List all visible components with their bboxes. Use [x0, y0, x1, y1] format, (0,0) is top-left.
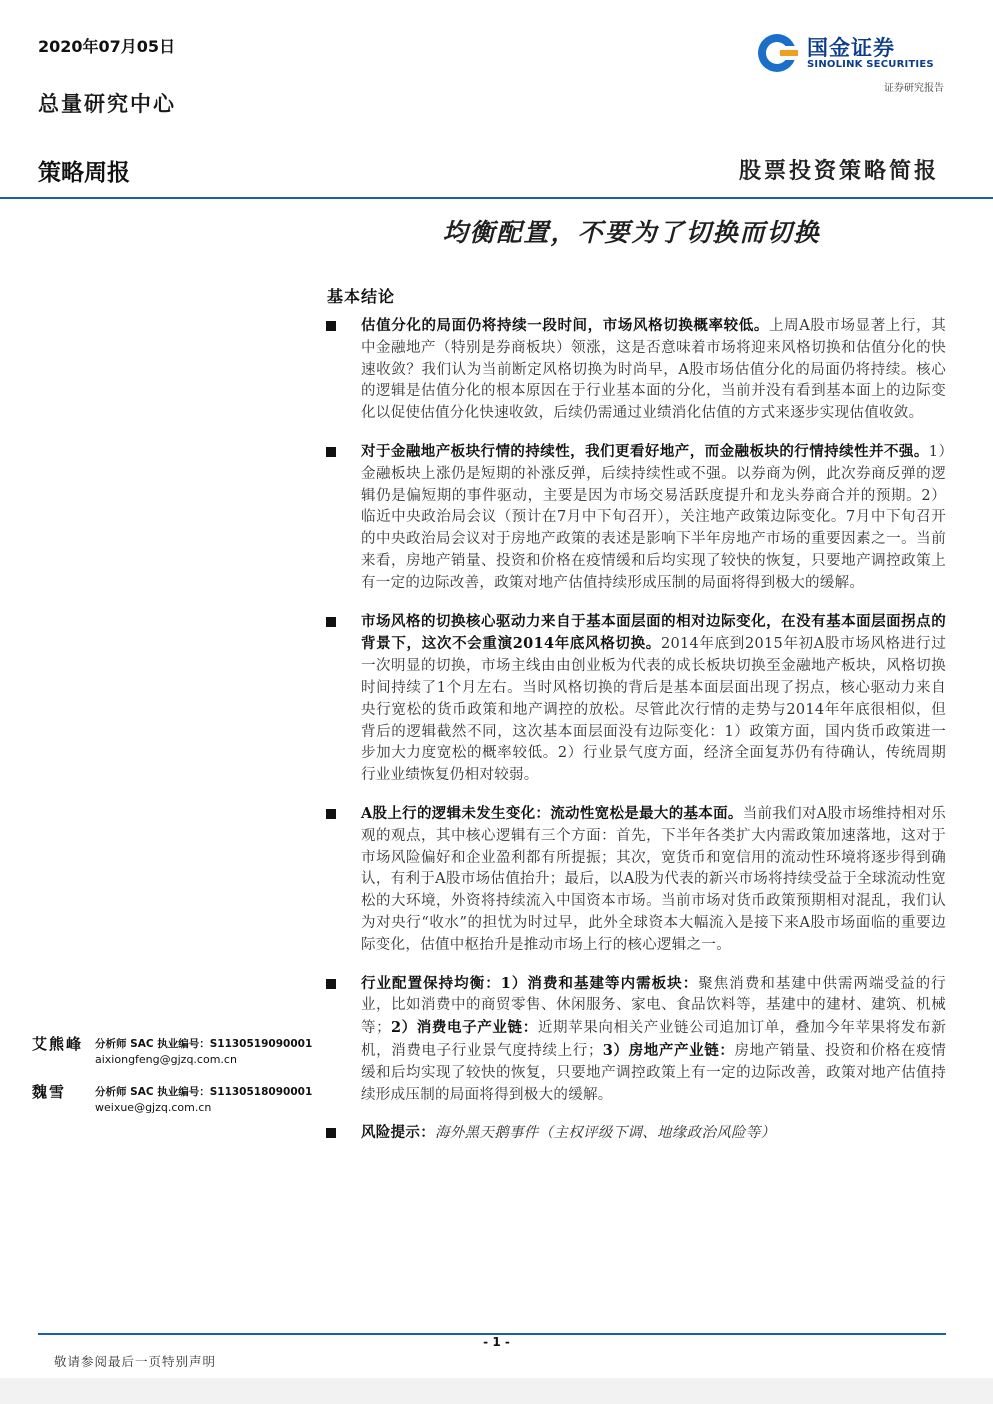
section-heading: 基本结论: [327, 287, 396, 306]
sinolink-logo-icon: [756, 32, 798, 74]
header-divider: [0, 197, 993, 199]
square-bullet-icon: [326, 809, 336, 819]
bottom-band: [0, 1378, 993, 1404]
square-bullet-icon: [326, 1128, 336, 1138]
point-body: 当前我们对A股市场维持相对乐观的观点，其中核心逻辑有三个方面：首先，下半年各类扩大内需政策加速落地，这对于市场风险偏好和企业盈利都有所提振；其次，宽货币和宽信用的流动性环境将逐步得到确认，有利于A股市场估值抬升；最后，以A股为代表的新兴市场将持续受益于全球流动性宽松的大环境，外资将持续流入中国资本市场。当前市场对货币政策预期相对混乱，我们认为对央行“收水”的担忧为时过早，此外全球资本大幅流入是接下来A股市场面临的重要边际变化，估值中枢抬升是推动市场上行的核心逻辑之一。: [361, 805, 946, 953]
company-logo: [756, 30, 946, 76]
analyst-sac-id: 分析师 SAC 执业编号：S1130519090001: [95, 1038, 313, 1050]
list-item: [326, 1122, 946, 1145]
square-bullet-icon: [326, 979, 336, 989]
point-body: 近期苹果向相关产业链公司追加订单，叠加今年苹果将发布新机，消费电子行业景气度持续上行；: [361, 1020, 946, 1059]
point-lead: 对于金融地产板块行情的持续性，我们更看好地产，而金融板块的行情持续性并不强。: [361, 442, 929, 460]
point-lead: 风险提示：: [361, 1124, 435, 1142]
report-type: 股票投资策略简报: [738, 158, 939, 184]
point-body: 1）金融板块上涨仍是短期的补涨反弹，后续持续性或不强。以券商为例，此次券商反弹的逻辑仍是偏短期的事件驱动，主要是因为市场交易活跃度提升和龙头券商合并的预期。2）临近中央政治局会议（预计在7月中下旬召开），关注地产政策边际变化。7月中下旬召开的中央政治局会议对于房地产政策的表述是影响下半年房地产市场的重要因素之一。当前来看，房地产销量、投资和价格在疫情缓和后均实现了较快的恢复，只要地产调控政策上有一定的边际改善，政策对地产估值持续形成压制的局面将得到极大的缓解。: [361, 443, 946, 591]
point-lead: 市场风格的切换核心驱动力来自于基本面层面的相对边际变化，在没有基本面层面拐点的背景下，这次不会重演2014年底风格切换。: [361, 612, 946, 653]
analyst-sac-id: 分析师 SAC 执业编号：S1130518090001: [95, 1086, 313, 1098]
analyst-info: [32, 1033, 313, 1073]
report-tag: 证券研究报告: [884, 83, 944, 94]
analyst-email[interactable]: aixiongfeng@gjzq.com.cn: [95, 1053, 237, 1066]
point-text: [361, 973, 946, 1107]
conclusion-list: [326, 315, 946, 1161]
square-bullet-icon: [326, 617, 336, 627]
point-subhead: 3）房地产产业链：: [602, 1041, 735, 1059]
square-bullet-icon: [326, 321, 336, 331]
report-date: 2020年07月05日: [38, 37, 176, 56]
point-body: 2014年底到2015年初A股市场风格进行过一次明显的切换，市场主线由由创业板为代表的成长板块切换至金融地产板块，风格切换时间持续了1个月左右。当时风格切换的背后是基本面层面出现了拐点，核心驱动力来自央行宽松的货币政策和地产调控的放松。尽管此次行情的走势与2014年年底很相似，但背后的逻辑截然不同，这次基本面层面没有边际变化：1）政策方面，国内货币政策进一步加大力度宽松的概率较低。2）行业景气度方面，经济全面复苏仍有待确认，传统周期行业业绩恢复仍相对较弱。: [361, 636, 947, 784]
point-body: 聚焦消费和基建中供需两端受益的行业，比如消费中的商贸零售、休闲服务、家电、食品饮料等，基建中的建材、建筑、机械等；: [361, 975, 946, 1037]
point-text: [361, 315, 946, 425]
point-text: [361, 1122, 946, 1145]
point-text: [361, 611, 946, 787]
page-number: - 1 -: [483, 1335, 510, 1349]
report-title: 均衡配置，不要为了切换而切换: [442, 218, 821, 247]
disclaimer-note: 敬请参阅最后一页特别声明: [54, 1354, 217, 1369]
list-item: [326, 315, 946, 425]
list-item: [326, 611, 946, 787]
square-bullet-icon: [326, 447, 336, 457]
point-body: 房地产销量、投资和价格在疫情缓和后均实现了较快的恢复，只要地产调控政策上有一定的边际改善，政策对地产估值持续形成压制的局面将得到极大的缓解。: [361, 1042, 946, 1103]
department-name: 总量研究中心: [38, 91, 176, 116]
point-lead: 估值分化的局面仍将持续一段时间，市场风格切换概率较低。: [361, 317, 769, 334]
list-item: [326, 441, 946, 595]
point-lead: A股上行的逻辑未发生变化：流动性宽松是最大的基本面。: [361, 804, 743, 822]
report-category: 策略周报: [38, 160, 130, 186]
list-item: [326, 803, 946, 957]
point-body: 上周A股市场显著上行，其中金融地产（特别是券商板块）领涨，这是否意味着市场将迎来风格切换和估值分化的快速收敛？我们认为当前断定风格切换为时尚早，A股市场估值分化的局面仍将持续。核心的逻辑是估值分化的根本原因在于行业基本面的分化，当前并没有看到基本面上的边际变化以促使估值分化快速收敛，后续仍需通过业绩消化估值的方式来逐步实现估值收敛。: [361, 318, 946, 422]
point-lead: 行业配置保持均衡：: [361, 974, 501, 992]
list-item: [326, 973, 946, 1107]
point-subhead: 2）消费电子产业链：: [390, 1019, 538, 1037]
point-text: [361, 441, 946, 595]
point-subhead: 1）消费和基建等内需板块：: [500, 974, 699, 992]
analyst-info: [32, 1081, 313, 1121]
point-text: [361, 803, 946, 957]
analyst-email[interactable]: weixue@gjzq.com.cn: [95, 1101, 212, 1114]
logo-english-name: SINOLINK SECURITIES: [807, 59, 934, 70]
logo-chinese-name: 国金证券: [807, 36, 895, 60]
analyst-name: 魏雪: [32, 1083, 67, 1101]
analyst-name: 艾熊峰: [32, 1035, 84, 1053]
risk-warning-text: 海外黑天鹅事件（主权评级下调、地缘政治风险等）: [435, 1125, 776, 1142]
